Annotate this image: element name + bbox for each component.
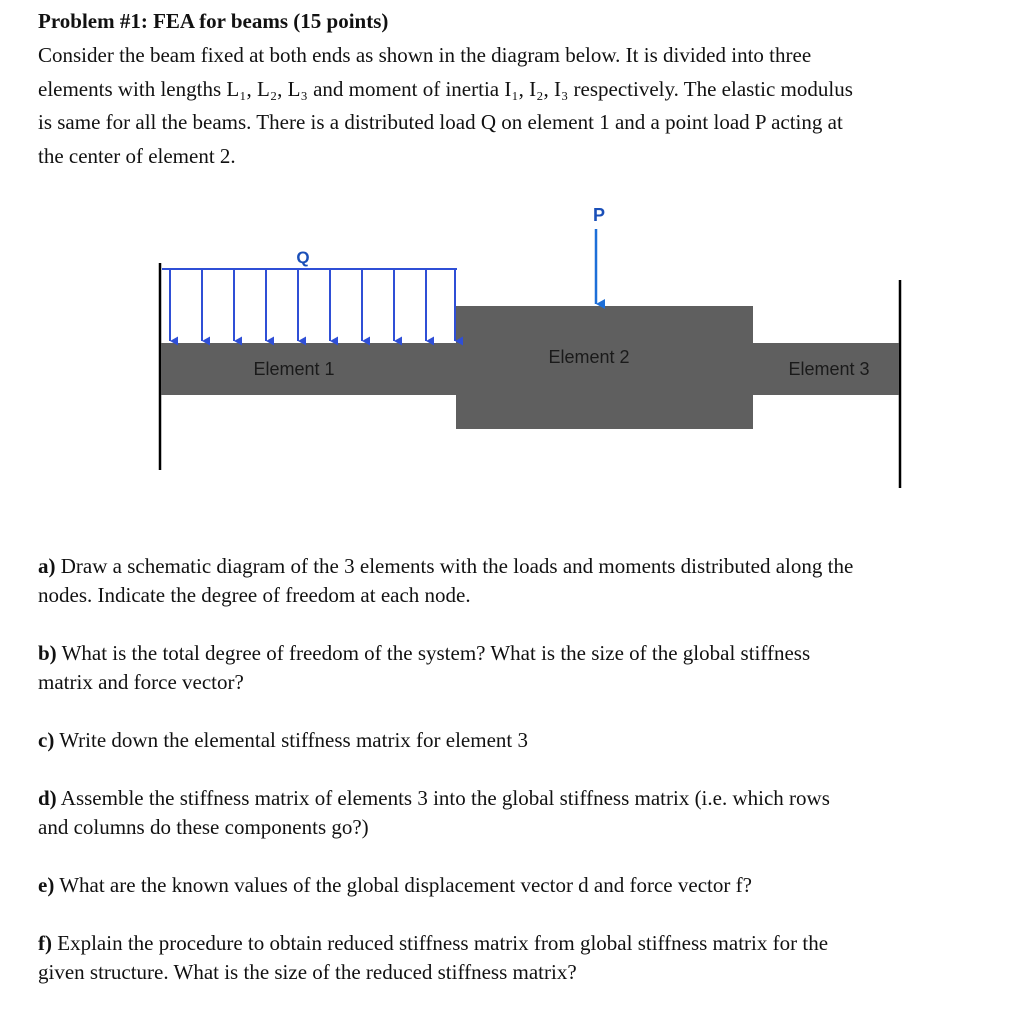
problem-title: Problem #1: FEA for beams (15 points) xyxy=(38,9,389,33)
question-label: f) xyxy=(38,931,52,955)
question-text: Write down the elemental stiffness matrix for element 3 xyxy=(59,728,528,752)
question-text: What are the known values of the global displacement vector d and force vector f? xyxy=(59,873,752,897)
question-text: Explain the procedure to obtain reduced stiffness matrix from global stiffness matrix for the xyxy=(57,931,829,955)
question-label: a) xyxy=(38,554,56,578)
question-f xyxy=(38,929,828,987)
element-3-label: Element 3 xyxy=(788,359,870,379)
problem-statement xyxy=(38,39,1012,173)
point-load-label: P xyxy=(592,205,606,225)
distributed-load xyxy=(162,269,457,341)
distributed-load-label: Q xyxy=(296,248,310,267)
question-line: and columns do these components go?) xyxy=(38,815,369,839)
statement-line: the center of element 2. xyxy=(38,143,236,168)
statement-line: is same for all the beams. There is a distributed load Q on element 1 and a point load P acting at xyxy=(38,110,843,134)
question-e xyxy=(38,871,752,900)
question-text: Assemble the stiffness matrix of elements 3 into the global stiffness matrix (i.e. which rows xyxy=(60,786,830,810)
question-label: e) xyxy=(38,873,55,897)
question-label: b) xyxy=(38,641,57,665)
question-line xyxy=(38,784,830,813)
question-line xyxy=(38,726,528,755)
question-c xyxy=(38,726,528,755)
question-line xyxy=(38,871,752,900)
question-d xyxy=(38,784,830,842)
element-2-beam xyxy=(456,306,753,429)
question-label: c) xyxy=(38,728,55,752)
question-line xyxy=(38,552,853,581)
question-label: d) xyxy=(38,786,57,810)
question-b xyxy=(38,639,810,697)
beam-diagram xyxy=(0,190,1012,500)
statement-line: Consider the beam fixed at both ends as shown in the diagram below. It is divided into three xyxy=(38,43,812,67)
question-text: Draw a schematic diagram of the 3 elements with the loads and moments distributed along the xyxy=(60,554,854,578)
question-line: matrix and force vector? xyxy=(38,670,244,694)
question-a xyxy=(38,552,853,610)
question-line xyxy=(38,639,810,668)
question-line: nodes. Indicate the degree of freedom at each node. xyxy=(38,583,471,607)
question-text: What is the total degree of freedom of the system? What is the size of the global stiffness xyxy=(61,641,811,665)
question-line xyxy=(38,929,828,958)
element-2-label: Element 2 xyxy=(548,347,630,367)
question-line: given structure. What is the size of the reduced stiffness matrix? xyxy=(38,960,577,984)
element-1-label: Element 1 xyxy=(253,359,335,379)
statement-line: elements with lengths L₁, L₂, L₃ and moment of inertia I₁, I₂, I₃ respectively. The elastic modulus xyxy=(38,76,853,101)
